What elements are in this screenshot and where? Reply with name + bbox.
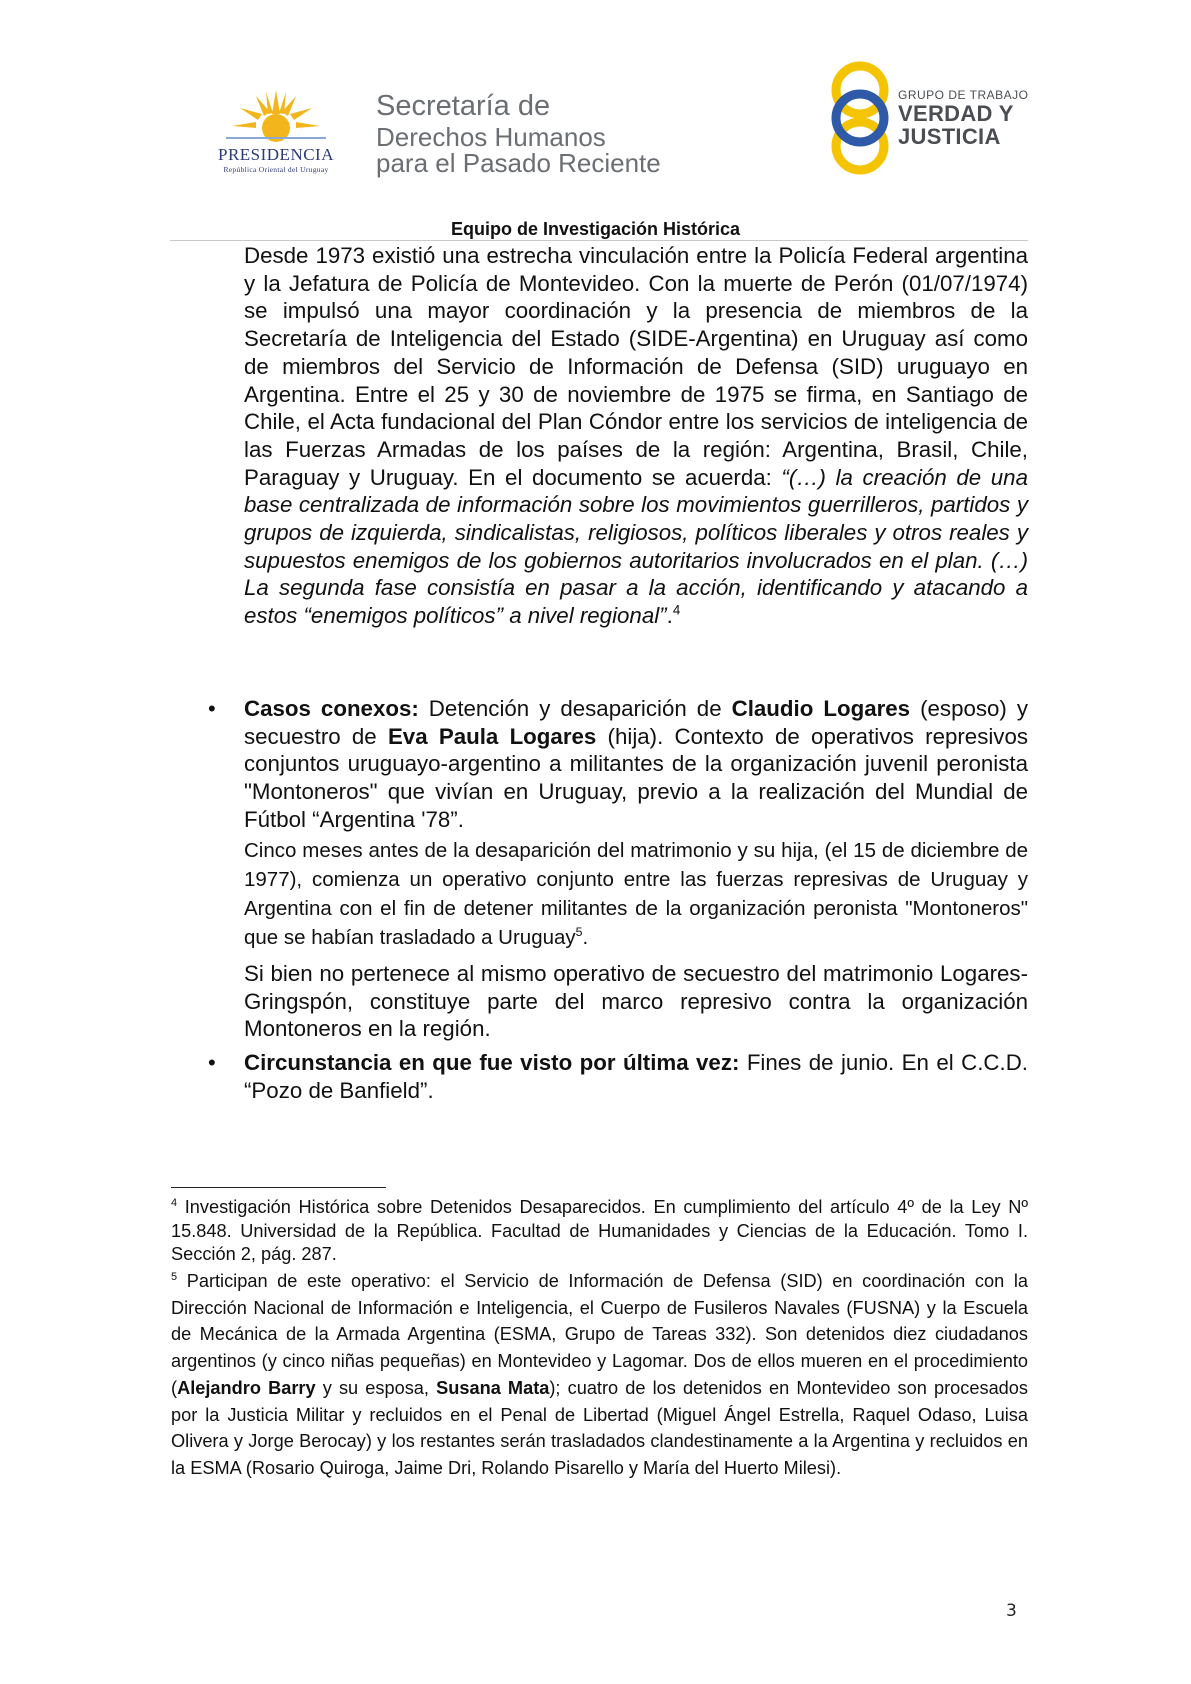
secretaria-line-2: Derechos Humanos — [376, 122, 606, 152]
secretaria-line-3: para el Pasado Reciente — [376, 148, 661, 178]
casos-conexos-item — [244, 695, 1028, 834]
ultima-vez-text: Fines de junio. En el C.C.D. “Pozo de Banfield”. — [244, 1050, 1028, 1103]
page-number: 3 — [1006, 1601, 1017, 1621]
verdad-justicia-rings-logo — [820, 58, 900, 178]
name-susana-mata: Susana Mata — [436, 1377, 550, 1398]
bullet-casos-conexos: • — [208, 696, 216, 721]
casos-conexos-label: Casos conexos: — [244, 696, 419, 721]
name-eva-paula-logares: Eva Paula Logares — [387, 723, 597, 749]
footnote-ref-4[interactable]: 4 — [672, 602, 681, 618]
gtvj-line-3: JUSTICIA — [898, 124, 1001, 149]
p2-end: . — [582, 926, 589, 949]
marco-represivo-paragraph: Si bien no pertenece al mismo operativo de secuestro del matrimonio Logares-Gringspón, constituye parte del marco represivo contra la organización Montoneros en la región. — [244, 961, 1028, 1042]
b1-text-1: Detención y desaparición de — [418, 696, 732, 721]
gtvj-line-1: GRUPO DE TRABAJO — [898, 88, 1029, 102]
p2-text: Cinco meses antes de la desaparición del matrimonio y su hija, (el 15 de diciembre de 1977), comienza un operativo conjunto entre las fuerzas represivas de Uruguay y Argentina con el fin de detener militantes de la organización peronista "Montoneros" que se habían trasladado a Uruguay — [244, 839, 1028, 949]
p1-text: Desde 1973 existió una estrecha vinculación entre la Policía Federal argentina y la Jefatura de Policía de Montevideo. Con la muerte de Perón (01/07/1974) se impulsó una mayor coordinación y la presencia de miembros de la Secretaría de Inteligencia del Estado (SIDE-Argentina) en Uruguay así como de miembros del Servicio de Información de Defensa (SID) uruguayo en Argentina. Entre el 25 y 30 de noviembre de 1975 se firma, en Santiago de Chile, el Acta fundacional del Plan Cóndor entre los servicios de inteligencia de las Fuerzas Armadas de los países de la región: Argentina, Brasil, Chile, Paraguay y Uruguay. En el documento se acuerda: — [244, 243, 1028, 490]
secretaria-line-1: Secretaría de — [376, 90, 551, 122]
header-divider — [170, 240, 1028, 241]
footnote-5-text-b: y su esposa, — [315, 1377, 437, 1398]
footnote-5 — [171, 1268, 1028, 1482]
p1-end: . — [666, 603, 673, 629]
b1-text-2: (esposo) y secuestro de — [244, 696, 1028, 749]
ultima-vez-item — [244, 1049, 1028, 1104]
footnote-5-number: 5 — [171, 1270, 178, 1283]
footnote-ref-5[interactable]: 5 — [575, 925, 583, 940]
plan-condor-paragraph — [244, 242, 1028, 630]
ultima-vez-label: Circunstancia en que fue visto por última vez: — [244, 1050, 740, 1075]
footnote-4 — [171, 1196, 1028, 1267]
footnote-5-text-a: Participan de este operativo: el Servicio de Información de Defensa (SID) en coordinación con la Dirección Nacional de Información e Inteligencia, el Cuerpo de Fusileros Navales (FUSNA) y la Escuela de Mecánica de la Armada Argentina (ESMA, Grupo de Tareas 332). Son detenidos diez ciudadanos argentinos (y cinco niñas pequeñas) en Montevideo y Lagomar. Dos de ellos mueren en el procedimiento ( — [171, 1271, 1028, 1398]
bullet-ultima-vez: • — [208, 1050, 216, 1075]
team-header: Equipo de Investigación Histórica — [450, 219, 741, 239]
presidencia-subtitle: República Oriental del Uruguay — [223, 165, 329, 174]
name-alejandro-barry: Alejandro Barry — [177, 1377, 316, 1398]
footnote-4-text: Investigación Histórica sobre Detenidos Desaparecidos. En cumplimiento del artículo 4º de la Ley Nº 15.848. Universidad de la República. Facultad de Humanidades y Ciencias de la Educación. Tomo I. Sección 2, pág. 287. — [171, 1197, 1028, 1264]
footnote-5-text-c: ); cuatro de los detenidos en Montevideo son procesados por la Justicia Militar y recluidos en el Penal de Libertad (Miguel Ángel Estrella, Raquel Odaso, Luisa Olivera y Jorge Berocay) y los restantes serán trasladados clandestinamente a la Argentina y recluidos en la ESMA (Rosario Quiroga, Jaime Dri, Rolando Pisarello y María del Huerto Milesi). — [171, 1377, 1029, 1478]
name-claudio-logares: Claudio Logares — [731, 696, 911, 721]
b1-text-3: (hija). Contexto de operativos represivos conjuntos uruguayo-argentino a militantes de la organización juvenil peronista "Montoneros" que vivían en Uruguay, previo a la realización del Mundial de Fútbol “Argentina '78”. — [244, 723, 1028, 832]
p1-quote: “(…) la creación de una base centralizada de información sobre los movimientos guerrilleros, partidos y grupos de izquierda, sindicalistas, religiosos, políticos liberales y otros reales y supuestos enemigos de los gobiernos autoritarios involucrados en el plan. (…) La segunda fase consistía en pasar a la acción, identificando y atacando a estos “enemigos políticos” a nivel regional” — [244, 464, 1028, 629]
footnote-4-number: 4 — [171, 1196, 178, 1209]
footnote-separator — [171, 1187, 386, 1188]
gtvj-line-2: VERDAD Y — [898, 101, 1014, 126]
presidencia-wordmark: PRESIDENCIA — [217, 145, 334, 164]
operativo-paragraph — [244, 836, 1028, 952]
